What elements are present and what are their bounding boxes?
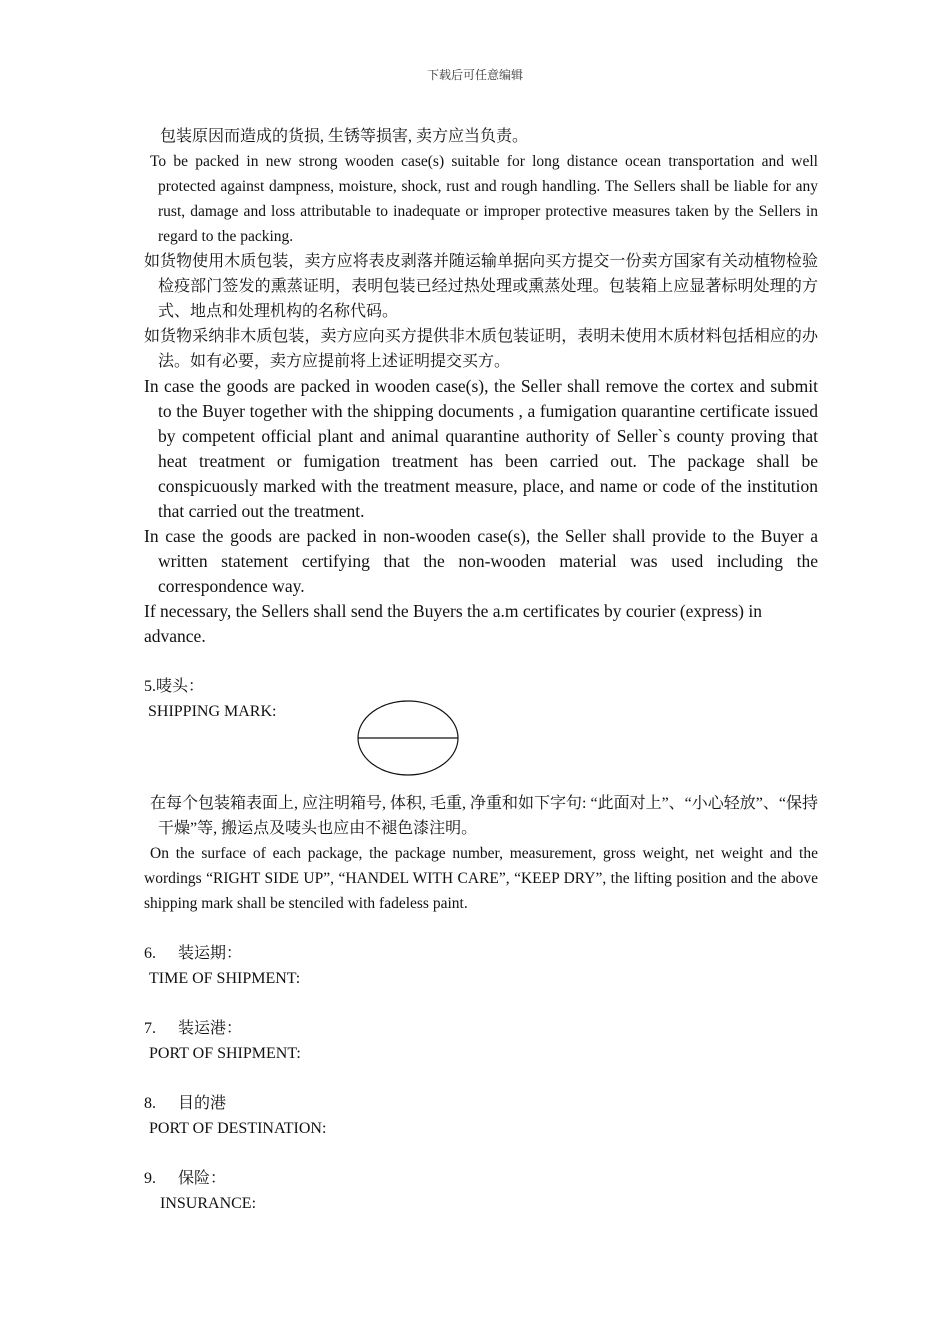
packing-cn-nonwooden: 如货物采纳非木质包装，卖方应向买方提供非木质包装证明，表明未使用木质材料包括相应的办法。如有必要，卖方应提前将上述证明提交买方。 bbox=[144, 328, 818, 370]
section-6-title-en: TIME OF SHIPMENT: bbox=[149, 970, 301, 987]
packing-en-wooden: In case the goods are packed in wooden case(s), the Seller shall remove the cortex and submit to the Buyer together with the shipping documents , a fumigation quarantine certificate issued by competent official plant and animal quarantine authority of Seller`s county proving that heat treatment or fumigation treatment has been carried out. The package shall be conspicuously marked with the treatment measure, place, and name or code of the institution that carried out the treatment. bbox=[144, 376, 818, 521]
section-cn-label: 装运期： bbox=[178, 945, 243, 962]
section-cn-label: 目的港 bbox=[178, 1095, 227, 1112]
shipping-mark-row bbox=[144, 699, 818, 791]
section-6-title-cn bbox=[144, 941, 818, 966]
packing-cn-wooden: 如货物使用木质包装，卖方应将表皮剥落并随运输单据向买方提交一份卖方国家有关动植物检验检疫部门签发的熏蒸证明，表明包装已经过热处理或熏蒸处理。包装箱上应显著标明处理的方式、地点和处理机构的名称代码。 bbox=[144, 253, 818, 320]
section-7-title-cn bbox=[144, 1016, 818, 1041]
shipping-mark-cn-text: 在每个包装箱表面上, 应注明箱号, 体积, 毛重, 净重和如下字句: “此面对上”、“小心轻放”、“保持干燥”等, 搬运点及唛头也应由不褪色漆注明。 bbox=[150, 795, 818, 837]
sections-list bbox=[144, 916, 818, 1216]
section-8-title-cn bbox=[144, 1091, 818, 1116]
shipping-mark-ellipse-icon bbox=[356, 699, 460, 779]
section-9-title-en: INSURANCE: bbox=[160, 1195, 257, 1212]
packing-en-paragraph: To be packed in new strong wooden case(s) suitable for long distance ocean transportation and well protected against dampness, moisture, shock, rust and rough handling. The Sellers shall be liable for any rust, damage and loss attributable to inadequate or improper protective measures taken by the Sellers in regard to the packing. bbox=[150, 153, 818, 245]
packing-en-nonwooden: In case the goods are packed in non-wooden case(s), the Seller shall provide to the Buyer a written statement certifying that the non-wooden material was used including the correspondence way. bbox=[144, 526, 818, 596]
shipping-mark-title-en: SHIPPING MARK: bbox=[148, 703, 277, 720]
section-cn-label: 保险： bbox=[178, 1170, 227, 1187]
shipping-mark-en-text: On the surface of each package, the package number, measurement, gross weight, net weight and the wordings “RIGHT SIDE UP”, “HANDEL WITH CARE”, “KEEP DRY”, the lifting position and the above shipping mark shall be stenciled with fadeless paint. bbox=[144, 845, 818, 912]
section-8-title-en: PORT OF DESTINATION: bbox=[149, 1120, 327, 1137]
packing-en-courier: If necessary, the Sellers shall send the Buyers the a.m certificates by courier (express) in advance. bbox=[144, 601, 762, 646]
shipping-mark-title-cn: 5.唛头： bbox=[144, 678, 205, 695]
page-header-note: 下载后可任意编辑 bbox=[426, 68, 523, 82]
section-number: 8. bbox=[144, 1095, 156, 1112]
section-number: 6. bbox=[144, 945, 156, 962]
section-number: 7. bbox=[144, 1020, 156, 1037]
section-7-title-en: PORT OF SHIPMENT: bbox=[149, 1045, 301, 1062]
section-9-title-cn bbox=[144, 1166, 818, 1191]
document-body bbox=[144, 124, 818, 1216]
packing-cn-tail: 包装原因而造成的货损, 生锈等损害, 卖方应当负责。 bbox=[160, 128, 529, 145]
section-cn-label: 装运港： bbox=[178, 1020, 243, 1037]
section-number: 9. bbox=[144, 1170, 156, 1187]
